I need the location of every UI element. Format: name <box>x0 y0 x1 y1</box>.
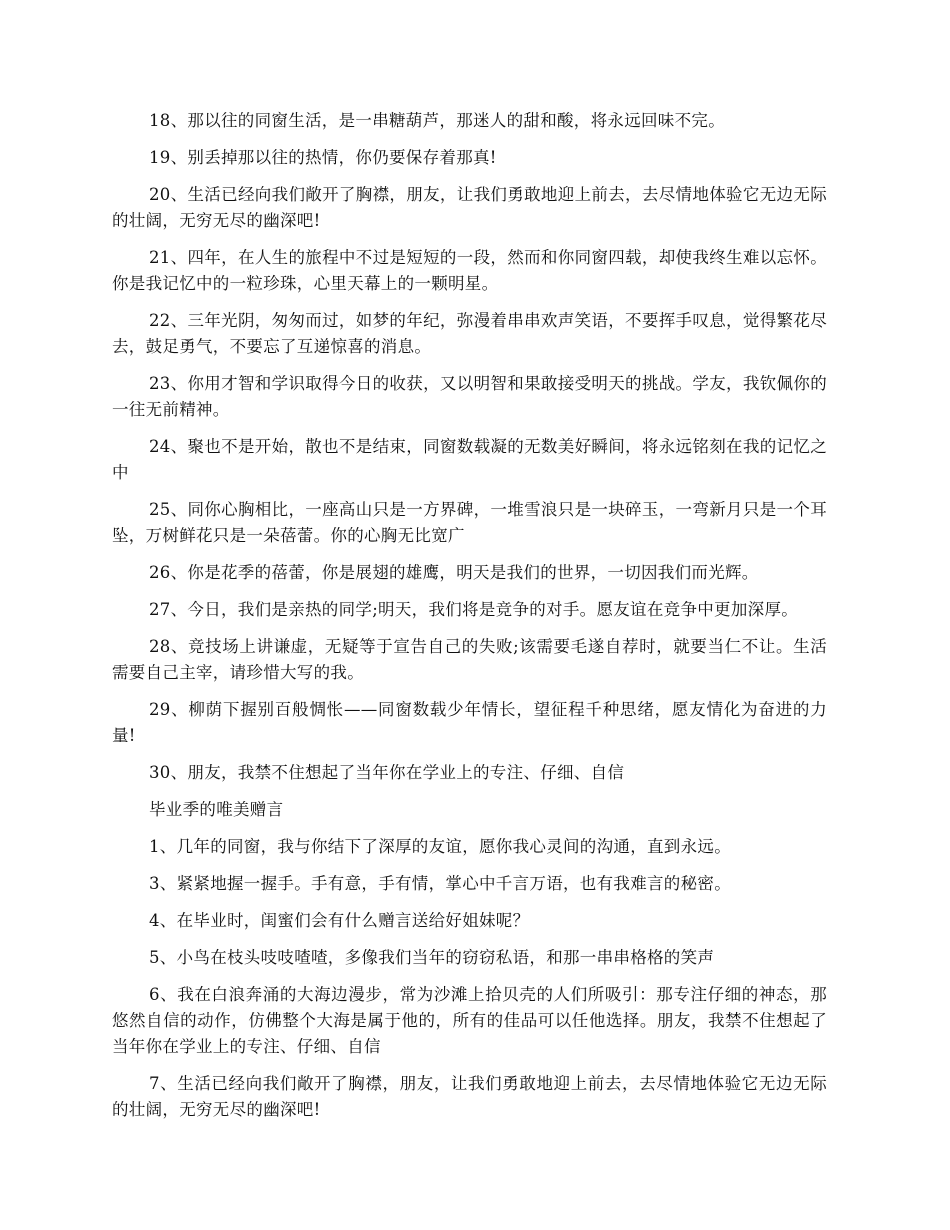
paragraph-21: 21、四年，在人生的旅程中不过是短短的一段，然而和你同窗四载，却使我终生难以忘怀。你是我记忆中的一粒珍珠，心里天幕上的一颗明星。 <box>112 248 827 293</box>
paragraph-23: 23、你用才智和学识取得今日的收获，又以明智和果敢接受明天的挑战。学友，我钦佩你的一往无前精神。 <box>112 374 827 419</box>
paragraph-26: 26、你是花季的蓓蕾，你是展翅的雄鹰，明天是我们的世界，一切因我们而光辉。 <box>149 563 759 582</box>
paragraph-20: 20、生活已经向我们敞开了胸襟，朋友，让我们勇敢地迎上前去，去尽情地体验它无边无际的壮阔，无穷无尽的幽深吧! <box>112 185 827 230</box>
paragraph-22: 22、三年光阴，匆匆而过，如梦的年纪，弥漫着串串欢声笑语，不要挥手叹息，觉得繁花尽去，鼓足勇气，不要忘了互递惊喜的消息。 <box>112 311 827 356</box>
paragraph-7: 7、生活已经向我们敞开了胸襟，朋友，让我们勇敢地迎上前去，去尽情地体验它无边无际的壮阔，无穷无尽的幽深吧! <box>112 1074 827 1119</box>
paragraph-1: 1、几年的同窗，我与你结下了深厚的友谊，愿你我心灵间的沟通，直到永远。 <box>149 837 731 856</box>
paragraph-30: 30、朋友，我禁不住想起了当年你在学业上的专注、仔细、自信 <box>149 763 625 782</box>
document-body <box>112 108 827 1134</box>
paragraph-6: 6、我在白浪奔涌的大海边漫步，常为沙滩上拾贝壳的人们所吸引：那专注仔细的神态，那悠然自信的动作，仿佛整个大海是属于他的，所有的佳品可以任他选择。朋友，我禁不住想起了当年你在学业上的专注、仔细、自信 <box>112 985 827 1056</box>
paragraph-18: 18、那以往的同窗生活，是一串糖葫芦，那迷人的甜和酸，将永远回味不完。 <box>149 111 725 130</box>
section-heading: 毕业季的唯美赠言 <box>149 800 284 819</box>
paragraph-28: 28、竞技场上讲谦虚，无疑等于宣告自己的失败;该需要毛遂自荐时，就要当仁不让。生活需要自己主宰，请珍惜大写的我。 <box>112 637 827 682</box>
paragraph-19: 19、别丢掉那以往的热情，你仍要保存着那真! <box>149 148 497 167</box>
paragraph-24: 24、聚也不是开始，散也不是结束，同窗数载凝的无数美好瞬间，将永远铭刻在我的记忆之中 <box>112 437 827 482</box>
paragraph-3: 3、紧紧地握一握手。手有意，手有情，掌心中千言万语，也有我难言的秘密。 <box>149 874 731 893</box>
paragraph-27: 27、今日，我们是亲热的同学;明天，我们将是竞争的对手。愿友谊在竞争中更加深厚。 <box>149 600 799 619</box>
paragraph-5: 5、小鸟在枝头吱吱喳喳，多像我们当年的窃窃私语，和那一串串格格的笑声 <box>149 948 715 967</box>
paragraph-29: 29、柳荫下握别百般惆怅——同窗数载少年情长，望征程千种思绪，愿友情化为奋进的力量! <box>112 700 827 745</box>
paragraph-25: 25、同你心胸相比，一座高山只是一方界碑，一堆雪浪只是一块碎玉，一弯新月只是一个耳坠，万树鲜花只是一朵蓓蕾。你的心胸无比宽广 <box>112 500 827 545</box>
paragraph-4: 4、在毕业时，闺蜜们会有什么赠言送给好姐妹呢？ <box>149 911 530 930</box>
